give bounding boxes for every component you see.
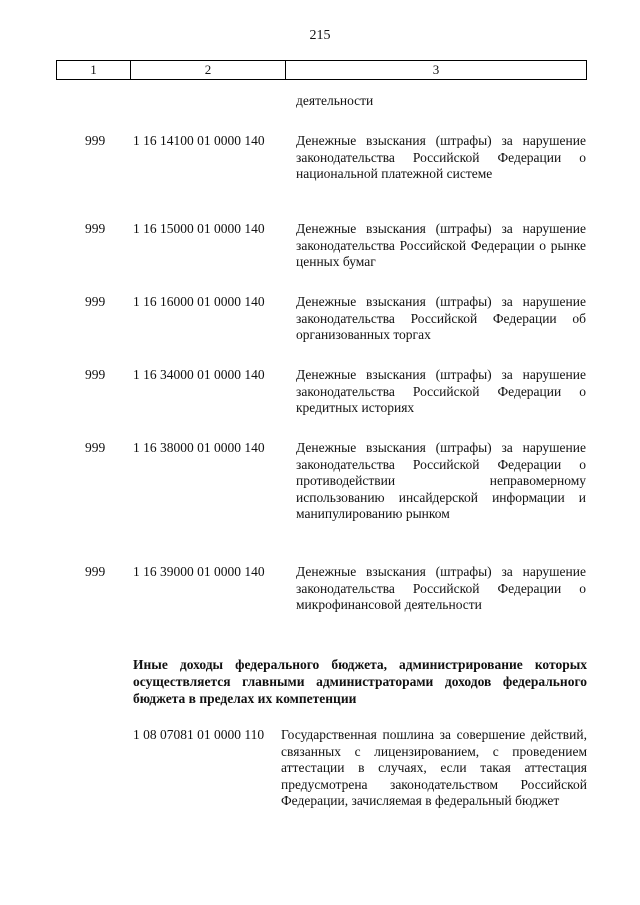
admin-code: 999 [85,221,106,236]
revenue-description: Денежные взыскания (штрафы) за нарушение законодательства Российской Федерации о рынке ценных бумаг [296,221,586,269]
continuation-text: деятельности [296,93,374,108]
admin-code: 999 [85,294,106,309]
revenue-description: Денежные взыскания (штрафы) за нарушение законодательства Российской Федерации о кредитных историях [296,367,586,415]
admin-code: 999 [85,564,106,579]
column-header-2: 2 [131,61,286,79]
revenue-description: Денежные взыскания (штрафы) за нарушение законодательства Российской Федерации о микрофинансовой деятельности [296,564,586,612]
admin-code: 999 [85,440,106,455]
admin-code: 999 [85,367,106,382]
admin-code: 999 [85,133,106,148]
revenue-description: Денежные взыскания (штрафы) за нарушение законодательства Российской Федерации об организованных торгах [296,294,586,342]
revenue-code: 1 16 34000 01 0000 140 [133,367,265,382]
column-header-row [56,60,587,80]
revenue-code: 1 16 15000 01 0000 140 [133,221,265,236]
revenue-code: 1 16 16000 01 0000 140 [133,294,265,309]
revenue-code: 1 16 38000 01 0000 140 [133,440,265,455]
page-number: 215 [309,28,331,43]
column-header-1: 1 [57,61,131,79]
revenue-description: Государственная пошлина за совершение действий, связанных с лицензированием, с проведением аттестации в случаях, если такая аттестация предусмотрена законодательством Российской Федерации, зачисляемая в федеральный бюджет [281,727,587,808]
revenue-description: Денежные взыскания (штрафы) за нарушение законодательства Российской Федерации о национальной платежной системе [296,133,586,181]
section-heading: Иные доходы федерального бюджета, администрирование которых осуществляется главными администраторами доходов федерального бюджета в пределах их компетенции [133,657,587,706]
revenue-description: Денежные взыскания (штрафы) за нарушение законодательства Российской Федерации о противодействии неправомерному использованию инсайдерской информации и манипулированию рынком [296,440,586,521]
revenue-code: 1 16 39000 01 0000 140 [133,564,265,579]
revenue-code: 1 08 07081 01 0000 110 [133,727,265,742]
column-header-3: 3 [432,62,440,77]
revenue-code: 1 16 14100 01 0000 140 [133,133,265,148]
